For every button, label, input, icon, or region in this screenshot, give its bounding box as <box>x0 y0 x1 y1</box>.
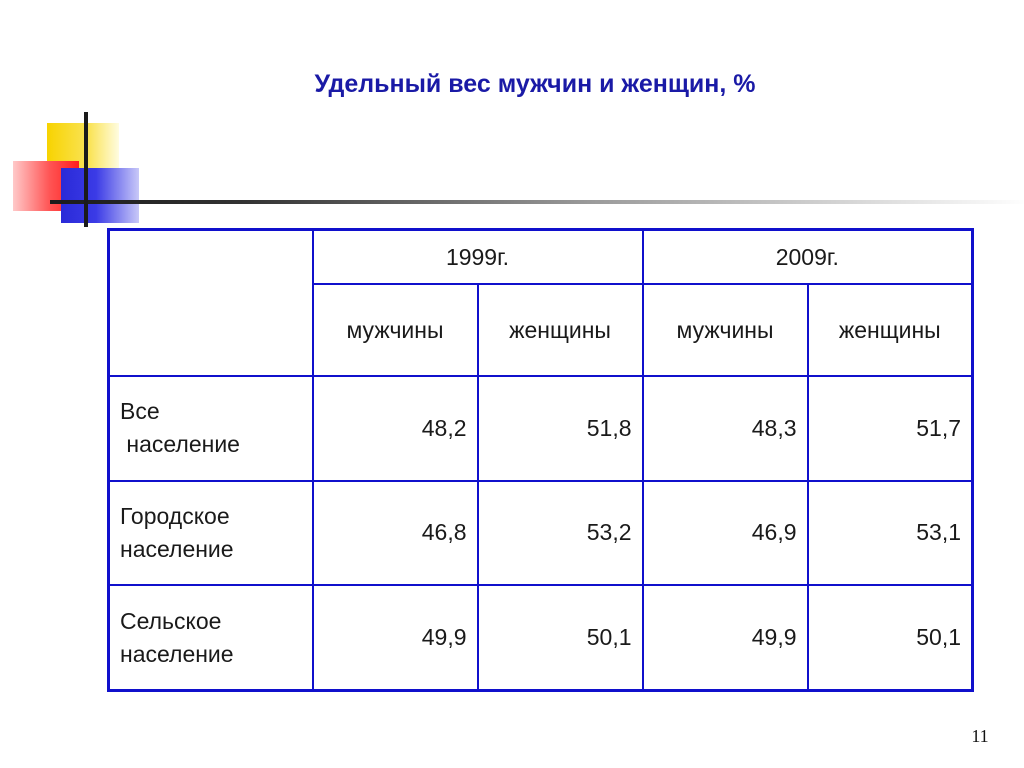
value-cell: 49,9 <box>643 585 808 690</box>
table-row <box>109 376 973 481</box>
value-cell: 48,3 <box>643 376 808 481</box>
value-cell: 50,1 <box>808 585 973 690</box>
value-cell: 48,2 <box>313 376 478 481</box>
value-cell: 51,8 <box>478 376 643 481</box>
value-cell: 50,1 <box>478 585 643 690</box>
value-cell: 46,9 <box>643 481 808 586</box>
corner-cell <box>109 230 313 377</box>
data-table <box>107 228 974 692</box>
year-header: 2009г. <box>643 230 973 285</box>
row-label: Городское население <box>109 481 313 586</box>
row-label: Все население <box>109 376 313 481</box>
gender-header: женщины <box>478 284 643 376</box>
horizontal-rule <box>50 200 1024 204</box>
gender-header: женщины <box>808 284 973 376</box>
table-row <box>109 481 973 586</box>
decorative-logo <box>0 0 1024 230</box>
header-row-years <box>109 230 973 285</box>
gender-header: мужчины <box>313 284 478 376</box>
value-cell: 46,8 <box>313 481 478 586</box>
row-label: Сельское население <box>109 585 313 690</box>
gender-header: мужчины <box>643 284 808 376</box>
value-cell: 51,7 <box>808 376 973 481</box>
value-cell: 53,1 <box>808 481 973 586</box>
value-cell: 49,9 <box>313 585 478 690</box>
vertical-rule <box>84 112 88 227</box>
blue-square <box>61 168 139 223</box>
value-cell: 53,2 <box>478 481 643 586</box>
year-header: 1999г. <box>313 230 643 285</box>
slide-title: Удельный вес мужчин и женщин, % <box>314 70 756 98</box>
table-row <box>109 585 973 690</box>
slide-number: 11 <box>971 726 989 746</box>
